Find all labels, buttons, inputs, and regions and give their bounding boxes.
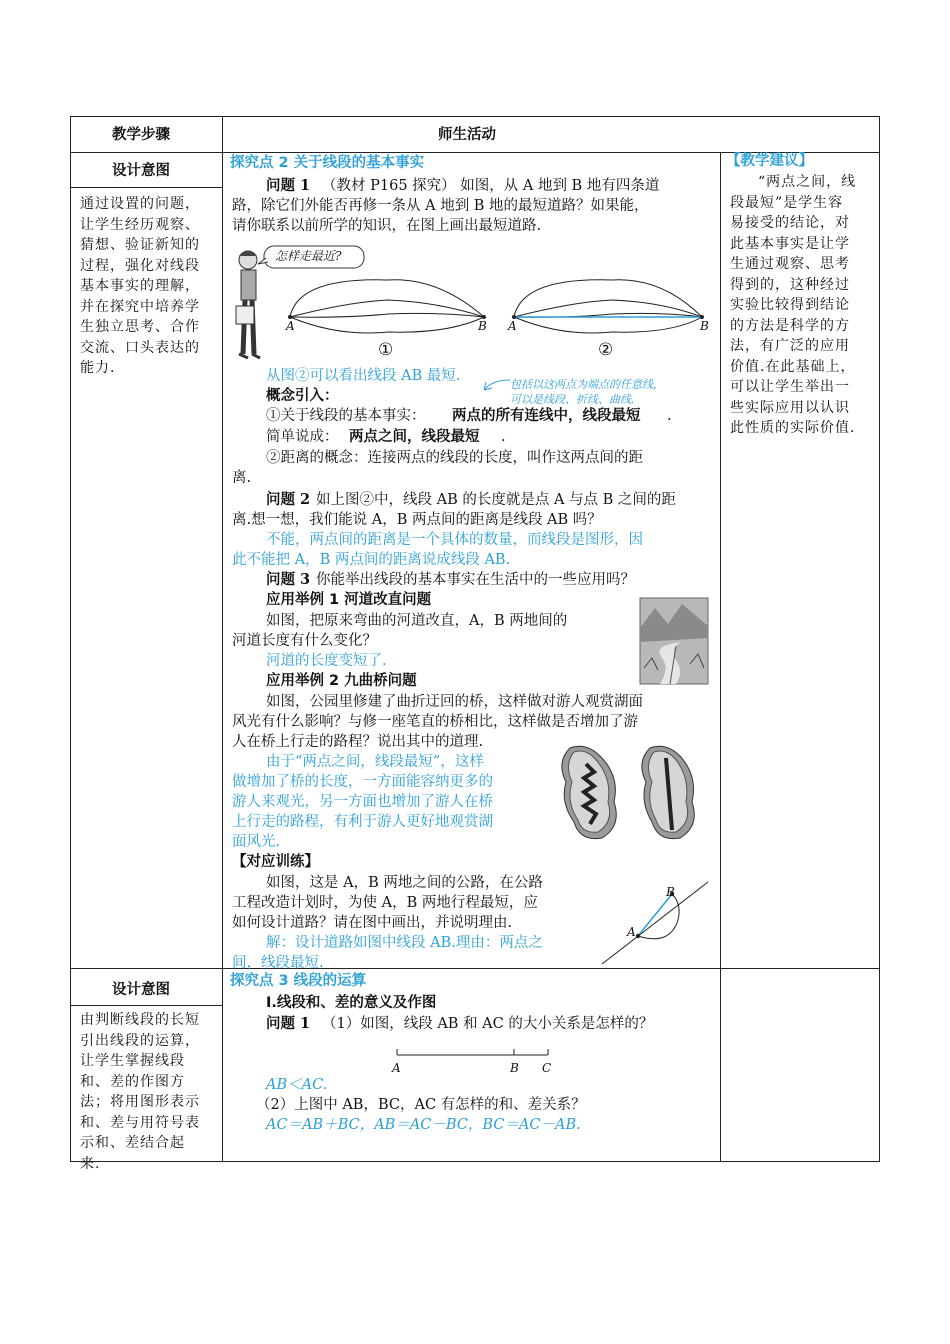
concept-2-end: . [501,429,506,445]
s3-q1-text: （1）如图，线段 AB 和 AC 的大小关系是怎样的？ [322,1016,654,1032]
road-label-B: B [666,885,675,899]
example-1-title: 应用举例 1 河道改直问题 [266,592,432,608]
concept-intro: 概念引入： [266,388,339,404]
example-1-line1: 如图，把原来弯曲的河道改直，A，B 两地间的 [266,613,568,629]
segment-label-B: B [510,1061,519,1075]
concept-3-line2: 离. [232,470,252,486]
concept-2-label: 简单说成： [266,429,339,445]
segment-abc-diagram [396,1048,550,1062]
example-2-answer-4: 上行走的路程，有利于游人更好地观赏湖 [232,814,493,830]
s3-heading: 探究点 3 线段的运算 [230,973,367,989]
s2-q3-label: 问题 3 [266,571,311,588]
left1-title-divider [70,187,222,188]
example-2-answer-1: 由于“两点之间，线段最短”，这样 [266,754,484,770]
s3-answer-2: AC＝AB＋BC，AB＝AC－BC，BC＝AC－AB. [266,1117,581,1133]
concept-3-line1: ②距离的概念：连接两点的线段的长度，叫作这两点间的距 [266,450,643,466]
fig1-number: ① [378,340,394,360]
handwritten-note-line2: 可以是线段、折线、曲线. [510,393,635,406]
example-2-answer-2: 做增加了桥的长度，一方面能容纳更多的 [232,774,493,790]
segment-label-C: C [542,1061,552,1075]
fig1-label-B: B [478,319,487,333]
figure-2-routes [512,272,712,342]
left2-text: 由判断线段的长短 引出线段的运算， 让学生掌握线段 和、差的作图方 法；将用图形表示 和、差与用符号表 示和、差结合起 来. [80,1012,200,1172]
header-col-steps: 教学步骤 [112,127,170,143]
figure-1-routes [288,272,488,342]
example-2-answer-3: 游人来观光，另一方面也增加了游人在桥 [232,794,493,810]
s2-q1-line3: 请你联系以前所学的知识，在图上画出最短道路. [232,218,542,234]
road-label-A: A [627,925,636,939]
road-diagram [600,880,710,966]
example-2-line3: 人在桥上行走的路程？说出其中的道理. [232,734,484,750]
s3-q1-label: 问题 1 [266,1015,311,1032]
example-2-answer-5: 面风光. [232,834,281,850]
example-2-title: 应用举例 2 九曲桥问题 [266,673,417,689]
left2-title: 设计意图 [112,982,170,998]
col-divider-2 [720,152,721,1162]
handwritten-note-line1: 包括以这两点为端点的任意线， [510,378,664,391]
s3-subheading: Ⅰ.线段和、差的意义及作图 [266,995,437,1011]
s3-q2-text: （2）上图中 AB，BC，AC 有怎样的和、差关系？ [256,1097,586,1113]
table-border-top [70,116,880,117]
table-border-right [879,116,880,1162]
header-col-activities: 师生活动 [438,127,496,143]
example-1-line2: 河道长度有什么变化？ [232,633,377,649]
s2-answer-1: 从图②可以看出线段 AB 最短. [266,368,461,384]
table-border-left [70,116,71,1162]
left1-text: 通过设置的问题， 让学生经历观察、 猜想、验证新知的 过程，强化对线段 基本事实的理解， 并在探究中培养学 生独立思考、合作 交流、口头表达的 能力. [80,196,200,376]
teaching-suggestion-text: “两点之间，线 段最短”是学生容 易接受的结论，对 此基本事实是让学 生通过观察、思考 得到的，这种经过 实验比较得到结论 的方法是科学的方 法，有广泛的应用 价值.在此基础上， 可以让学生举出一 些实际应用以认识 此性质的实际价值. [730,174,857,436]
training-answer-1: 解：设计道路如图中线段 AB.理由：两点之 [266,935,543,951]
concept-2-fact: 两点之间，线段最短 [349,429,480,445]
speech-bubble-text: 怎样走最近? [275,249,342,263]
s3-answer-1: AB＜AC. [266,1077,328,1093]
river-illustration [640,598,708,684]
concept-1-fact: 两点的所有连线中，线段最短 [452,408,641,424]
left1-title: 设计意图 [112,163,170,179]
training-answer-2: 间，线段最短. [232,955,324,971]
s2-a2-line2: 此不能把 A，B 两点间的距离说成线段 AB. [232,552,511,568]
concept-1-label: ①关于线段的基本事实： [266,408,426,424]
fig2-label-B: B [700,319,709,333]
example-2-line1: 如图，公园里修建了曲折迂回的桥，这样做对游人观赏湖面 [266,694,643,710]
s2-q2-line2: 离.想一想，我们能说 A，B 两点间的距离是线段 AB 吗？ [232,512,602,528]
fig2-number: ② [598,340,614,360]
training-line1: 如图，这是 A，B 两地之间的公路，在公路 [266,875,543,891]
zigzag-bridge-illustration [556,742,628,842]
left2-title-divider [70,1005,222,1006]
fig1-label-A: A [286,319,295,333]
s2-heading: 探究点 2 关于线段的基本事实 [230,155,425,171]
s2-q1-line1: （教材 P165 探究） 如图，从 A 地到 B 地有四条道 [322,178,660,194]
teaching-suggestion-title: 【教学建议】 [726,153,813,169]
col-divider-1 [222,116,223,1162]
example-2-line2: 风光有什么影响？与修一座笔直的桥相比，这样做是否增加了游 [232,714,638,730]
concept-1-end: . [667,408,672,424]
note-arrow [478,376,512,396]
fig2-label-A: A [508,319,517,333]
segment-label-A: A [392,1061,401,1075]
table-row-divider [70,968,880,969]
s2-q2-label: 问题 2 [266,491,311,508]
s2-q1-label: 问题 1 [266,177,311,194]
training-line2: 工程改造计划时，为使 A，B 两地行程最短，应 [232,895,538,911]
training-title: 【对应训练】 [232,854,319,870]
s2-q2-line1: 如上图②中，线段 AB 的长度就是点 A 与点 B 之间的距 [316,492,676,508]
example-1-answer: 河道的长度变短了. [266,653,387,669]
training-line3: 如何设计道路？请在图中画出，并说明理由. [232,915,513,931]
s2-q3-text: 你能举出线段的基本事实在生活中的一些应用吗？ [316,572,635,588]
straight-bridge-illustration [636,742,704,842]
s2-a2-line1: 不能，两点间的距离是一个具体的数量，而线段是图形，因 [266,532,643,548]
s2-q1-line2: 路，除它们外能否再修一条从 A 地到 B 地的最短道路？如果能， [232,198,649,214]
